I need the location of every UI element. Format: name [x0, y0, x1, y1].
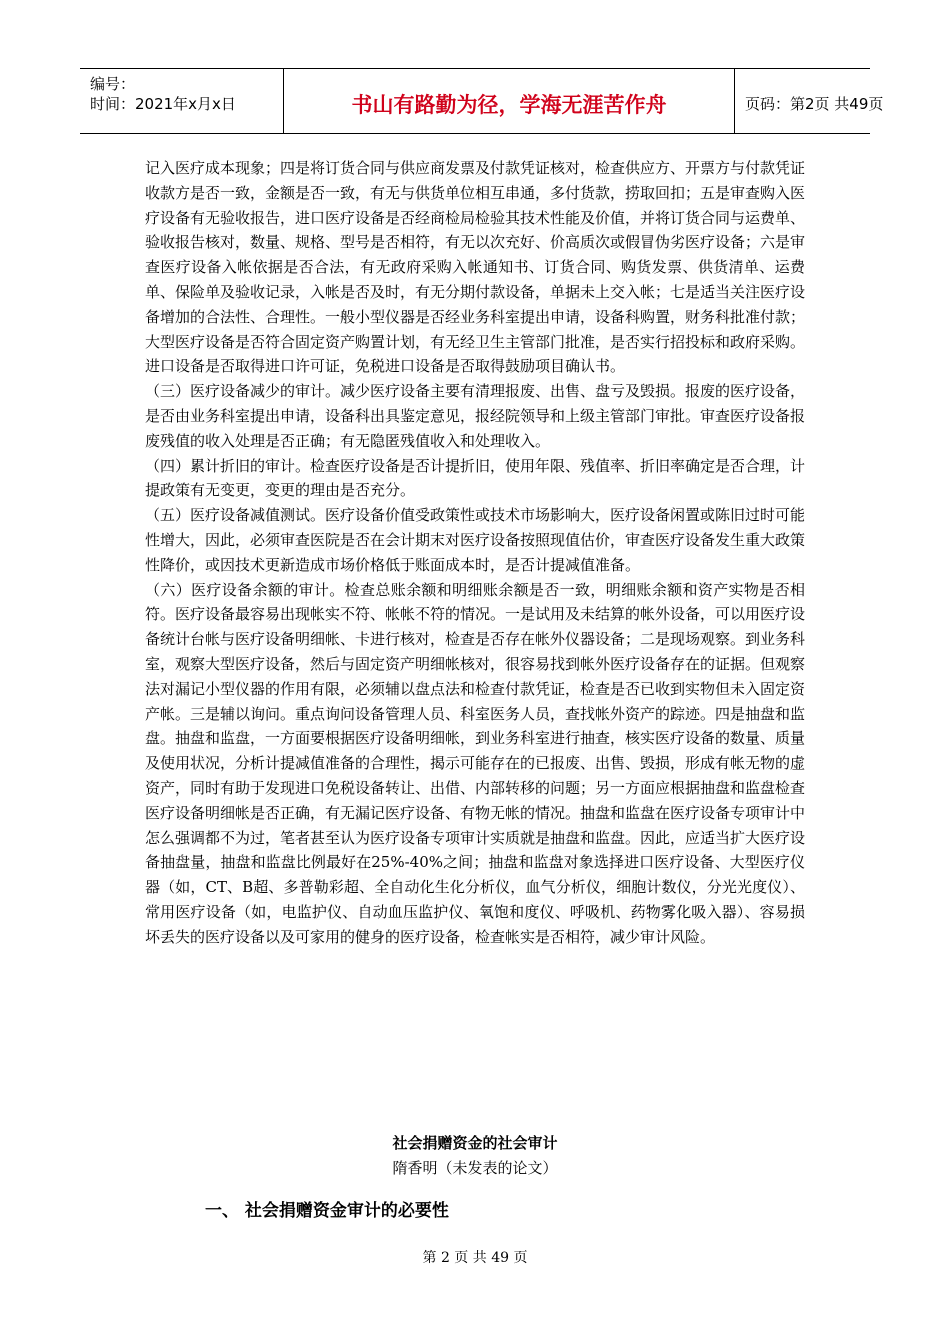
header-motto-cell [284, 69, 735, 133]
article-title: 社会捐赠资金的社会审计 [392, 1134, 558, 1152]
paragraph: （六）医疗设备余额的审计。检查总账余额和明细账余额是否一致，明细账余额和资产实物是否相符。医疗设备最容易出现帐实不符、帐帐不符的情况。一是试用及未结算的帐外设备，可以用医疗设备统计台帐与医疗设备明细帐、卡进行核对，检查是否存在帐外仪器设备；二是现场观察。到业务科室，观察大型医疗设备，然后与固定资产明细帐核对，很容易找到帐外医疗设备存在的证据。但观察法对漏记小型仪器的作用有限，必须辅以盘点法和检查付款凭证，检查是否已收到实物但未入固定资产帐。三是辅以询问。重点询问设备管理人员、科室医务人员，查找帐外资产的踪迹。四是抽盘和监盘。抽盘和监盘，一方面要根据医疗设备明细帐，到业务科室进行抽查，核实医疗设备的数量、质量及使用状况，分析计提减值准备的合理性，揭示可能存在的已报废、出售、毁损，形成有帐无物的虚资产，同时有助于发现进口免税设备转让、出借、内部转移的问题；另一方面应根据抽盘和监盘检查医疗设备明细帐是否正确，有无漏记医疗设备、有物无帐的情况。抽盘和监盘在医疗设备专项审计中怎么强调都不为过，笔者甚至认为医疗设备专项审计实质就是抽盘和监盘。因此，应适当扩大医疗设备抽盘量，抽盘和监盘比例最好在25%-40%之间；抽盘和监盘对象选择进口医疗设备、大型医疗仪器（如，CT、B超、多普勒彩超、全自动化生化分析仪，血气分析仪，细胞计数仪，分光光度仪）、常用医疗设备（如，电监护仪、自动血压监护仪、氧饱和度仪、呼吸机、药物雾化吸入器）、容易损坏丢失的医疗设备以及可家用的健身的医疗设备，检查帐实是否相符，减少审计风险。 [145, 580, 806, 946]
article-author: 隋香明（未发表的论文） [392, 1159, 558, 1177]
paragraph: （三）医疗设备减少的审计。减少医疗设备主要有清理报废、出售、盘亏及毁损。报废的医疗设备，是否由业务科室提出申请，设备科出具鉴定意见，报经院领导和上级主管部门审批。审查医疗设备报废残值的收入处理是否正确；有无隐匿残值收入和处理收入。 [145, 382, 806, 450]
header-page-cell [735, 69, 884, 133]
body-text [145, 156, 805, 950]
header-page-code: 页码：第2页 共49页 [745, 95, 884, 113]
section-heading: 一、 社会捐赠资金审计的必要性 [205, 1201, 449, 1221]
paragraph: （四）累计折旧的审计。检查医疗设备是否计提折旧，使用年限、残值率、折旧率确定是否合理，计提政策有无变更，变更的理由是否充分。 [145, 456, 806, 500]
document-time-label: 时间：2021年x月x日 [90, 95, 236, 113]
document-code-label: 编号： [90, 75, 136, 93]
paragraph: 记入医疗成本现象；四是将订货合同与供应商发票及付款凭证核对，检查供应方、开票方与付款凭证收款方是否一致，金额是否一致，有无与供货单位相互串通，多付货款，捞取回扣；五是审查购入医疗设备有无验收报告，进口医疗设备是否经商检局检验其技术性能及价值，并将订货合同与运费单、验收报告核对，数量、规格、型号是否相符，有无以次充好、价高质次或假冒伪劣医疗设备；六是审查医疗设备入帐依据是否合法，有无政府采购入帐通知书、订货合同、购货发票、供货清单、运费单、保险单及验收记录，入帐是否及时，有无分期付款设备，单据未上交入帐；七是适当关注医疗设备增加的合法性、合理性。一般小型仪器是否经业务科室提出申请，设备科购置，财务科批准付款；大型医疗设备是否符合固定资产购置计划，有无经卫生主管部门批准，是否实行招投标和政府采购。进口设备是否取得进口许可证，免税进口设备是否取得鼓励项目确认书。 [145, 159, 806, 376]
page-header [80, 68, 884, 134]
paragraph: （五）医疗设备减值测试。医疗设备价值受政策性或技术市场影响大，医疗设备闲置或陈旧过时可能性增大，因此，必须审查医院是否在会计期末对医疗设备按照现值估价，审查医疗设备发生重大政策性降价，或因技术更新造成市场价格低于账面成本时，是否计提减值准备。 [145, 506, 806, 574]
header-motto: 书山有路勤为径，学海无涯苦作舟 [351, 93, 667, 117]
page-footer: 第 2 页 共 49 页 [422, 1250, 528, 1266]
header-meta-cell [80, 69, 284, 133]
